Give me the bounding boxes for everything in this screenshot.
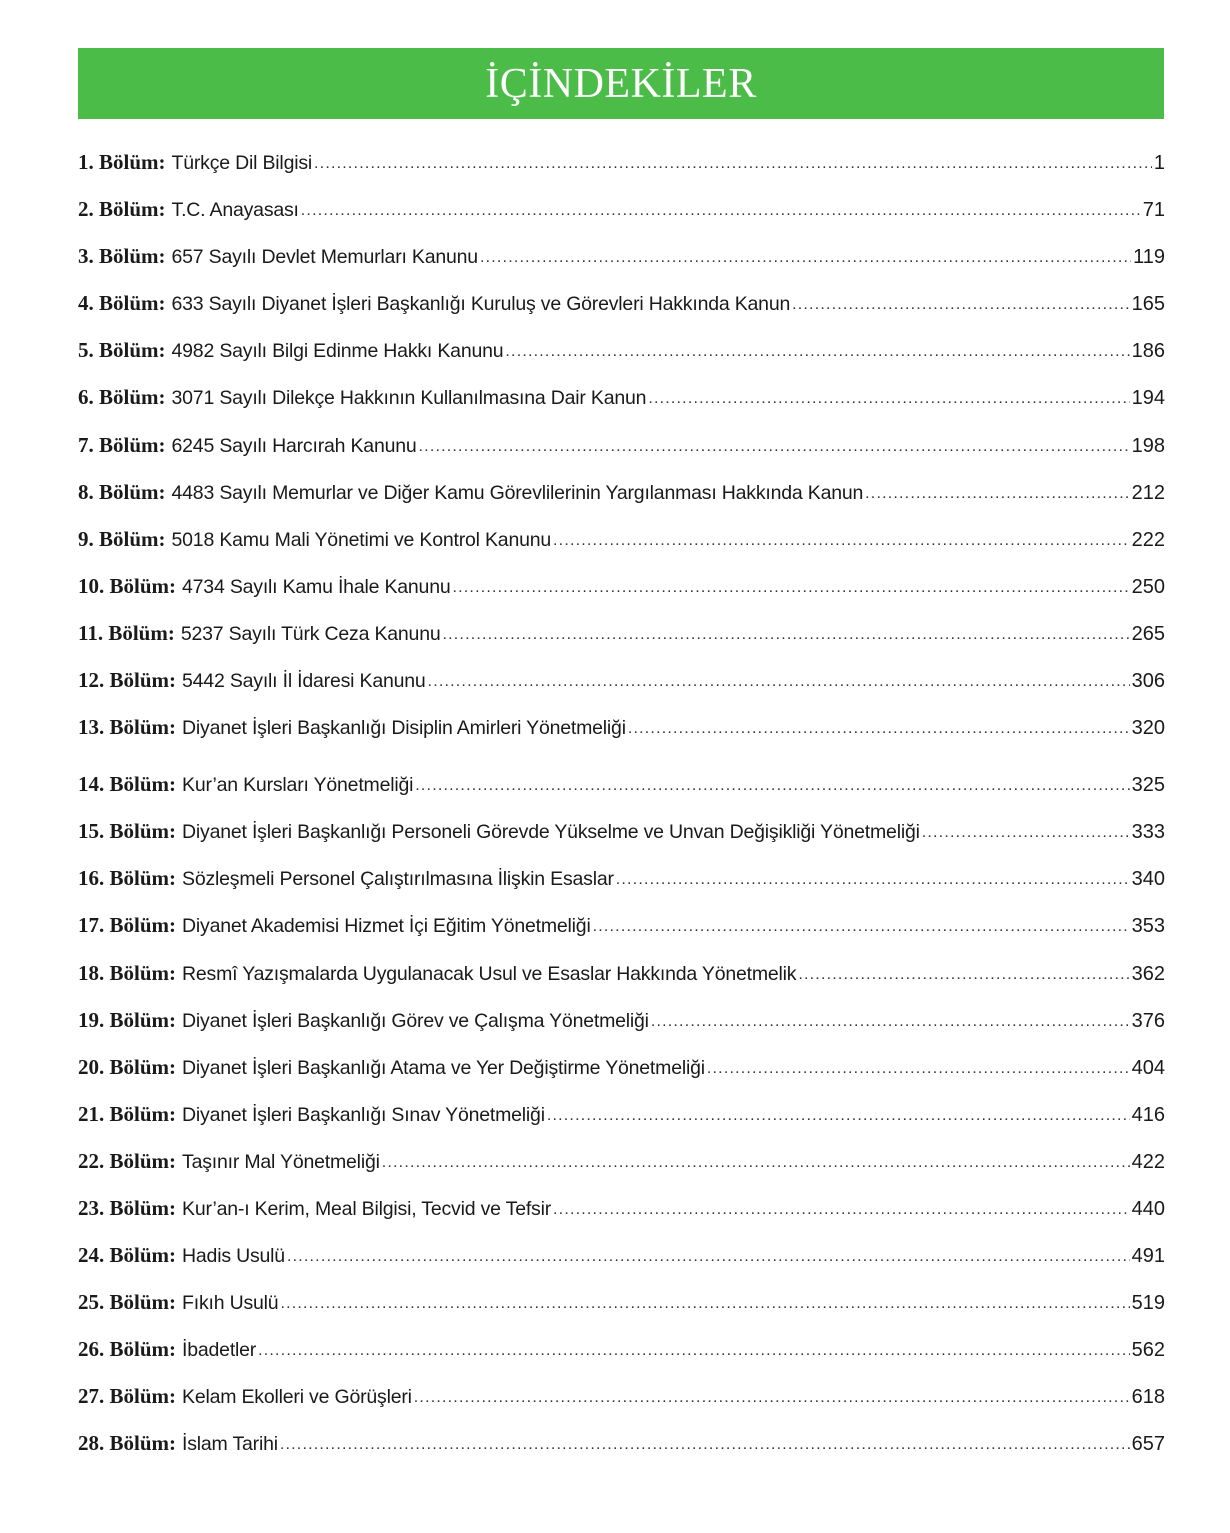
chapter-number [78, 385, 166, 410]
chapter-label: Bölüm: [109, 1195, 177, 1220]
chapter-index: 14. [78, 772, 105, 797]
chapter-number [78, 668, 176, 693]
chapter-title: Resmî Yazışmalarda Uygulanacak Usul ve Esaslar Hakkında Yönetmelik [182, 962, 797, 985]
chapter-number [78, 1196, 176, 1221]
chapter-number [78, 433, 166, 458]
page-number: 250 [1131, 575, 1165, 598]
chapter-title: 5018 Kamu Mali Yönetimi ve Kontrol Kanunu [171, 528, 552, 551]
chapter-index: 24. [78, 1243, 105, 1268]
chapter-label: Bölüm: [109, 1384, 177, 1409]
chapter-title: İslam Tarihi [182, 1433, 278, 1456]
chapter-title: Türkçe Dil Bilgisi [171, 152, 313, 174]
chapter-index: 2. [78, 197, 94, 222]
chapter-number [78, 338, 166, 363]
chapter-label: Bölüm: [109, 960, 177, 985]
chapter-index: 9. [78, 526, 94, 551]
dot-leader [442, 626, 1129, 644]
chapter-title: 633 Sayılı Diyanet İşleri Başkanlığı Kuruluş ve Görevleri Hakkında Kanun [171, 293, 791, 316]
chapter-label: Bölüm: [109, 1148, 177, 1173]
chapter-label: Bölüm: [109, 1007, 177, 1032]
chapter-label: Bölüm: [109, 913, 177, 938]
chapter-index: 21. [78, 1101, 105, 1126]
page-number: 165 [1131, 293, 1165, 316]
table-of-contents [78, 150, 1165, 1479]
chapter-label: Bölüm: [99, 197, 166, 222]
chapter-label: Bölüm: [99, 338, 166, 363]
chapter-title: Hadis Usulü [182, 1245, 285, 1268]
dot-leader [453, 579, 1130, 597]
chapter-index: 8. [78, 479, 94, 504]
chapter-label: Bölüm: [109, 668, 177, 693]
chapter-number [78, 1337, 176, 1362]
page-number: 376 [1131, 1009, 1165, 1032]
chapter-title: 4734 Sayılı Kamu İhale Kanunu [182, 575, 451, 598]
chapter-label: Bölüm: [109, 1431, 177, 1456]
chapter-number [78, 819, 176, 844]
dot-leader [419, 438, 1130, 456]
toc-entry[interactable] [78, 668, 1165, 715]
toc-entry[interactable] [78, 197, 1165, 244]
chapter-title: Taşınır Mal Yönetmeliği [182, 1150, 380, 1173]
page-number: 320 [1131, 717, 1165, 740]
dot-leader [553, 1201, 1130, 1219]
page-number: 491 [1131, 1245, 1165, 1268]
chapter-title: Kur’an Kursları Yönetmeliği [182, 774, 414, 797]
chapter-label: Bölüm: [109, 1054, 177, 1079]
chapter-title: Kelam Ekolleri ve Görüşleri [182, 1386, 412, 1409]
dot-leader [301, 202, 1141, 220]
chapter-title: Fıkıh Usulü [182, 1292, 279, 1315]
chapter-index: 18. [78, 960, 105, 985]
chapter-index: 5. [78, 338, 94, 363]
chapter-title: 657 Sayılı Devlet Memurları Kanunu [171, 246, 478, 269]
dot-leader [792, 296, 1130, 314]
chapter-index: 22. [78, 1148, 105, 1173]
chapter-title: 4982 Sayılı Bilgi Edinme Hakkı Kanunu [171, 340, 504, 363]
toc-entry[interactable] [78, 961, 1165, 1008]
chapter-index: 27. [78, 1384, 105, 1409]
chapter-title: T.C. Anayasası [171, 199, 299, 222]
toc-entry[interactable] [78, 1196, 1165, 1243]
page-number: 222 [1131, 528, 1165, 551]
dot-leader [865, 485, 1129, 503]
chapter-number [78, 1431, 176, 1456]
dot-leader [651, 1013, 1130, 1031]
chapter-number [78, 1055, 176, 1080]
chapter-index: 19. [78, 1007, 105, 1032]
chapter-label: Bölüm: [109, 1337, 177, 1362]
toc-entry[interactable] [78, 1102, 1165, 1149]
chapter-number [78, 1008, 176, 1033]
toc-entry[interactable] [78, 1431, 1165, 1478]
chapter-title: 5442 Sayılı İl İdaresi Kanunu [182, 670, 426, 693]
chapter-number [78, 866, 176, 891]
chapter-number [78, 197, 166, 222]
chapter-number [78, 1290, 176, 1315]
dot-leader [280, 1436, 1130, 1454]
chapter-index: 20. [78, 1054, 105, 1079]
toc-entry[interactable] [78, 866, 1165, 913]
chapter-index: 7. [78, 432, 94, 457]
toc-entry[interactable] [78, 1384, 1165, 1431]
chapter-index: 13. [78, 715, 105, 740]
chapter-number [78, 1102, 176, 1127]
page-number: 422 [1131, 1150, 1165, 1173]
chapter-index: 17. [78, 913, 105, 938]
page-number: 325 [1131, 774, 1165, 797]
toc-entry[interactable] [78, 527, 1165, 574]
dot-leader [628, 720, 1130, 738]
chapter-number [78, 961, 176, 986]
chapter-index: 6. [78, 385, 94, 410]
chapter-title: Diyanet Akademisi Hizmet İçi Eğitim Yönetmeliği [182, 915, 591, 938]
chapter-label: Bölüm: [99, 150, 166, 174]
page-number: 119 [1133, 246, 1165, 269]
page-number: 265 [1131, 622, 1165, 645]
chapter-number [78, 150, 166, 175]
page-title: İÇİNDEKİLER [485, 60, 757, 107]
page-number: 416 [1131, 1103, 1165, 1126]
page-number: 212 [1131, 481, 1165, 504]
toc-entry[interactable] [78, 244, 1165, 291]
dot-leader [382, 1154, 1130, 1172]
chapter-label: Bölüm: [109, 866, 177, 891]
page-number: 306 [1131, 670, 1165, 693]
page-number: 618 [1131, 1386, 1165, 1409]
chapter-title: Diyanet İşleri Başkanlığı Personeli Görevde Yükselme ve Unvan Değişikliği Yönetmeliği [182, 821, 920, 844]
chapter-index: 4. [78, 291, 94, 316]
chapter-title: Diyanet İşleri Başkanlığı Disiplin Amirleri Yönetmeliği [182, 717, 626, 740]
toc-entry[interactable] [78, 1055, 1165, 1102]
toc-entry[interactable] [78, 150, 1165, 197]
chapter-index: 11. [78, 620, 104, 645]
dot-leader [707, 1060, 1130, 1078]
chapter-title: Diyanet İşleri Başkanlığı Atama ve Yer Değiştirme Yönetmeliği [182, 1056, 705, 1079]
dot-leader [505, 343, 1129, 361]
chapter-title: 5237 Sayılı Türk Ceza Kanunu [180, 622, 441, 645]
chapter-title: Diyanet İşleri Başkanlığı Sınav Yönetmeliği [182, 1103, 545, 1126]
chapter-index: 23. [78, 1195, 105, 1220]
chapter-title: İbadetler [182, 1339, 257, 1362]
chapter-label: Bölüm: [99, 291, 166, 316]
chapter-label: Bölüm: [109, 1290, 177, 1315]
chapter-index: 16. [78, 866, 105, 891]
chapter-label: Bölüm: [109, 1101, 177, 1126]
toc-entry[interactable] [78, 913, 1165, 960]
chapter-label: Bölüm: [108, 620, 175, 645]
toc-entry[interactable] [78, 1243, 1165, 1290]
dot-leader [593, 918, 1130, 936]
dot-leader [258, 1342, 1130, 1360]
dot-leader [314, 155, 1152, 173]
dot-leader [287, 1248, 1130, 1266]
chapter-title: Sözleşmeli Personel Çalıştırılmasına İlişkin Esaslar [182, 868, 614, 891]
chapter-index: 25. [78, 1290, 105, 1315]
page-number: 333 [1131, 821, 1165, 844]
page-number: 340 [1131, 868, 1165, 891]
dot-leader [547, 1107, 1130, 1125]
chapter-label: Bölüm: [109, 819, 177, 844]
toc-entry[interactable] [78, 433, 1165, 480]
chapter-label: Bölüm: [109, 1243, 177, 1268]
toc-entry[interactable] [78, 480, 1165, 527]
toc-entry[interactable] [78, 772, 1165, 819]
chapter-title: Diyanet İşleri Başkanlığı Görev ve Çalışma Yönetmeliği [182, 1009, 649, 1032]
chapter-index: 3. [78, 244, 94, 269]
dot-leader [648, 390, 1129, 408]
chapter-title: Kur’an-ı Kerim, Meal Bilgisi, Tecvid ve Tefsir [182, 1197, 552, 1220]
dot-leader [414, 1389, 1130, 1407]
page-number: 562 [1131, 1339, 1165, 1362]
chapter-index: 28. [78, 1431, 105, 1456]
page-number: 1 [1153, 152, 1165, 174]
dot-leader [922, 824, 1130, 842]
page-number: 353 [1131, 915, 1165, 938]
toc-entry[interactable] [78, 385, 1165, 432]
chapter-label: Bölüm: [99, 479, 166, 504]
chapter-number [78, 772, 176, 797]
chapter-number [78, 291, 166, 316]
toc-entry[interactable] [78, 1290, 1165, 1337]
chapter-index: 12. [78, 668, 105, 693]
toc-entry[interactable] [78, 338, 1165, 385]
page-number: 186 [1131, 340, 1165, 363]
chapter-index: 26. [78, 1337, 105, 1362]
chapter-number [78, 244, 166, 269]
toc-entry[interactable] [78, 621, 1165, 668]
page-number: 362 [1131, 962, 1165, 985]
chapter-index: 10. [78, 573, 105, 598]
page-number: 440 [1131, 1197, 1165, 1220]
chapter-number [78, 480, 166, 505]
chapter-number [78, 527, 166, 552]
dot-leader [480, 249, 1131, 267]
chapter-label: Bölüm: [99, 244, 166, 269]
page-number: 71 [1142, 199, 1165, 222]
toc-entry[interactable] [78, 819, 1165, 866]
chapter-label: Bölüm: [109, 715, 177, 740]
chapter-number [78, 1243, 176, 1268]
dot-leader [428, 673, 1130, 691]
chapter-title: 3071 Sayılı Dilekçe Hakkının Kullanılmasına Dair Kanun [171, 387, 647, 410]
chapter-label: Bölüm: [109, 772, 177, 797]
chapter-title: 4483 Sayılı Memurlar ve Diğer Kamu Görevlilerinin Yargılanması Hakkında Kanun [171, 481, 864, 504]
chapter-title: 6245 Sayılı Harcırah Kanunu [171, 434, 417, 457]
toc-entry[interactable] [78, 291, 1165, 338]
chapter-index: 15. [78, 819, 105, 844]
chapter-number [78, 715, 176, 740]
chapter-index: 1. [78, 150, 94, 174]
chapter-number [78, 1384, 176, 1409]
chapter-label: Bölüm: [99, 385, 166, 410]
chapter-label: Bölüm: [99, 526, 166, 551]
chapter-number [78, 913, 176, 938]
title-banner [78, 48, 1164, 119]
page-number: 404 [1131, 1056, 1165, 1079]
chapter-label: Bölüm: [99, 432, 166, 457]
chapter-number [78, 1149, 176, 1174]
toc-entry[interactable] [78, 1149, 1165, 1196]
toc-entry[interactable] [78, 1008, 1165, 1055]
dot-leader [616, 871, 1130, 889]
chapter-number [78, 574, 176, 599]
dot-leader [280, 1295, 1129, 1313]
toc-entry[interactable] [78, 574, 1165, 621]
page-number: 198 [1131, 434, 1165, 457]
toc-entry[interactable] [78, 715, 1165, 772]
page-number: 194 [1131, 387, 1165, 410]
page-number: 657 [1131, 1433, 1165, 1456]
chapter-number [78, 621, 175, 646]
toc-entry[interactable] [78, 1337, 1165, 1384]
dot-leader [798, 966, 1129, 984]
chapter-label: Bölüm: [109, 573, 177, 598]
dot-leader [553, 532, 1130, 550]
dot-leader [415, 777, 1129, 795]
page-number: 519 [1131, 1292, 1165, 1315]
